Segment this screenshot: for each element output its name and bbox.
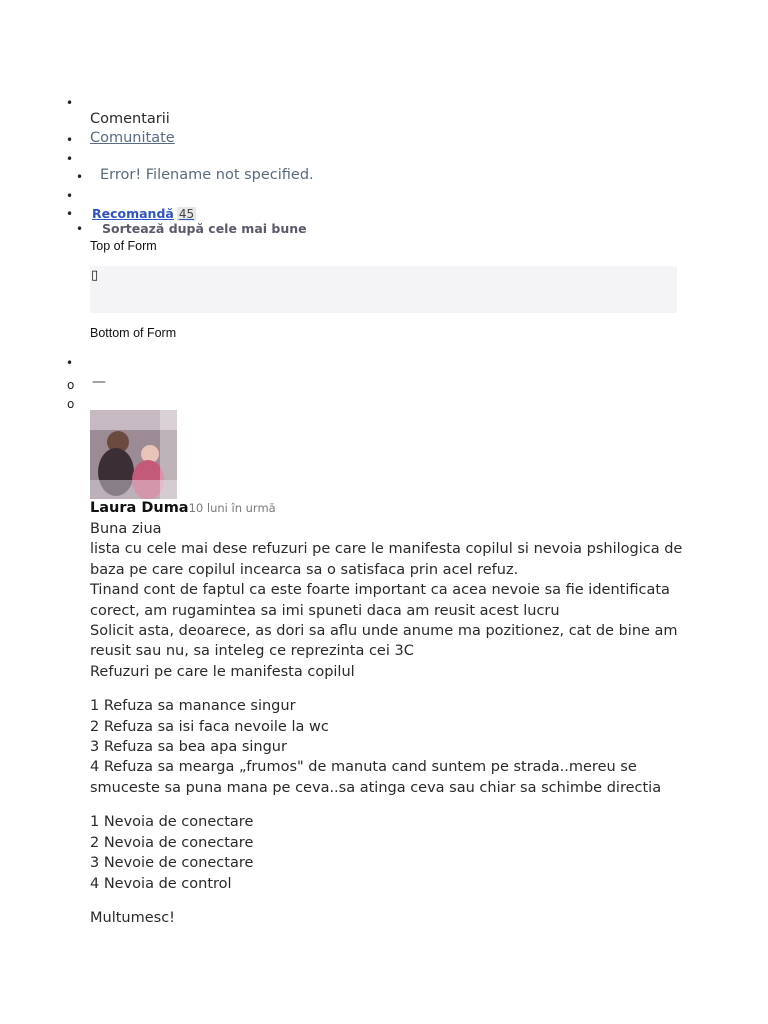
list-bullet-circle: o: [67, 397, 75, 411]
comment-paragraph: Tinand cont de faptul ca este foarte important ca acea nevoie sa fie identificata corect, am rugamintea sa imi spuneti daca am reusit acest lucru: [90, 582, 670, 619]
avatar-photo-icon: [90, 410, 177, 499]
list-bullet: •: [66, 189, 74, 203]
list-bullet: •: [76, 170, 84, 184]
comment-paragraph: lista cu cele mai dese refuzuri pe care le manifesta copilul si nevoia pshilogica de baza pe care copilul incearca sa o satisfaca prin acel refuz.: [90, 541, 683, 578]
refusal-item: 4 Refuza sa mearga „frumos" de manuta cand suntem pe strada..mereu se smuceste sa puna mana pe ceva..sa atinga ceva sau chiar sa schimbe directia: [90, 759, 662, 796]
placeholder-box-icon: ▯: [91, 268, 99, 283]
comment-paragraph: Solicit asta, deoarece, as dori sa aflu unde anume ma pozitionez, cat de bine am reusit sau nu, sa inteleg ce reprezinta cei 3C: [90, 623, 678, 660]
collapse-icon[interactable]: —: [92, 374, 106, 390]
sort-dropdown[interactable]: Sortează după cele mai bune: [102, 221, 307, 236]
comment-paragraph: Buna ziua: [90, 521, 162, 537]
error-message: Error! Filename not specified.: [100, 167, 314, 183]
form-bottom-label: Bottom of Form: [90, 326, 177, 340]
refusal-item: 1 Refuza sa manance singur: [90, 698, 296, 715]
comment-input[interactable]: [90, 266, 677, 313]
comment-paragraph: Refuzuri pe care le manifesta copilul: [90, 663, 355, 680]
recommend-button[interactable]: [92, 206, 196, 221]
tab-comments[interactable]: Comentarii: [90, 111, 170, 127]
avatar[interactable]: [90, 410, 177, 499]
need-item: 1 Nevoia de conectare: [90, 814, 254, 831]
refusal-item: 2 Refuza sa isi faca nevoile la wc: [90, 718, 329, 735]
list-bullet: •: [66, 133, 74, 147]
closing-text: Multumesc!: [90, 909, 175, 926]
recommend-label: Recomandă: [92, 206, 174, 221]
comment-header: [90, 500, 276, 516]
form-top-label: Top of Form: [90, 239, 157, 253]
refusal-item: 3 Refuza sa bea apa singur: [90, 739, 287, 756]
list-bullet: •: [66, 96, 74, 110]
list-bullet-circle: o: [67, 378, 75, 392]
list-bullet: •: [76, 222, 84, 236]
need-item: 2 Nevoia de conectare: [90, 834, 254, 851]
list-bullet: •: [66, 207, 74, 221]
comment-body: [90, 519, 690, 928]
tab-community-link[interactable]: Comunitate: [90, 130, 175, 146]
list-bullet: •: [66, 152, 74, 166]
need-item: 3 Nevoie de conectare: [90, 855, 254, 872]
list-bullet: •: [66, 356, 74, 370]
author-name[interactable]: Laura Duma: [90, 500, 189, 516]
need-item: 4 Nevoia de control: [90, 875, 232, 892]
comment-timestamp[interactable]: 10 luni în urmă: [188, 501, 276, 515]
recommend-count: 45: [178, 207, 195, 221]
